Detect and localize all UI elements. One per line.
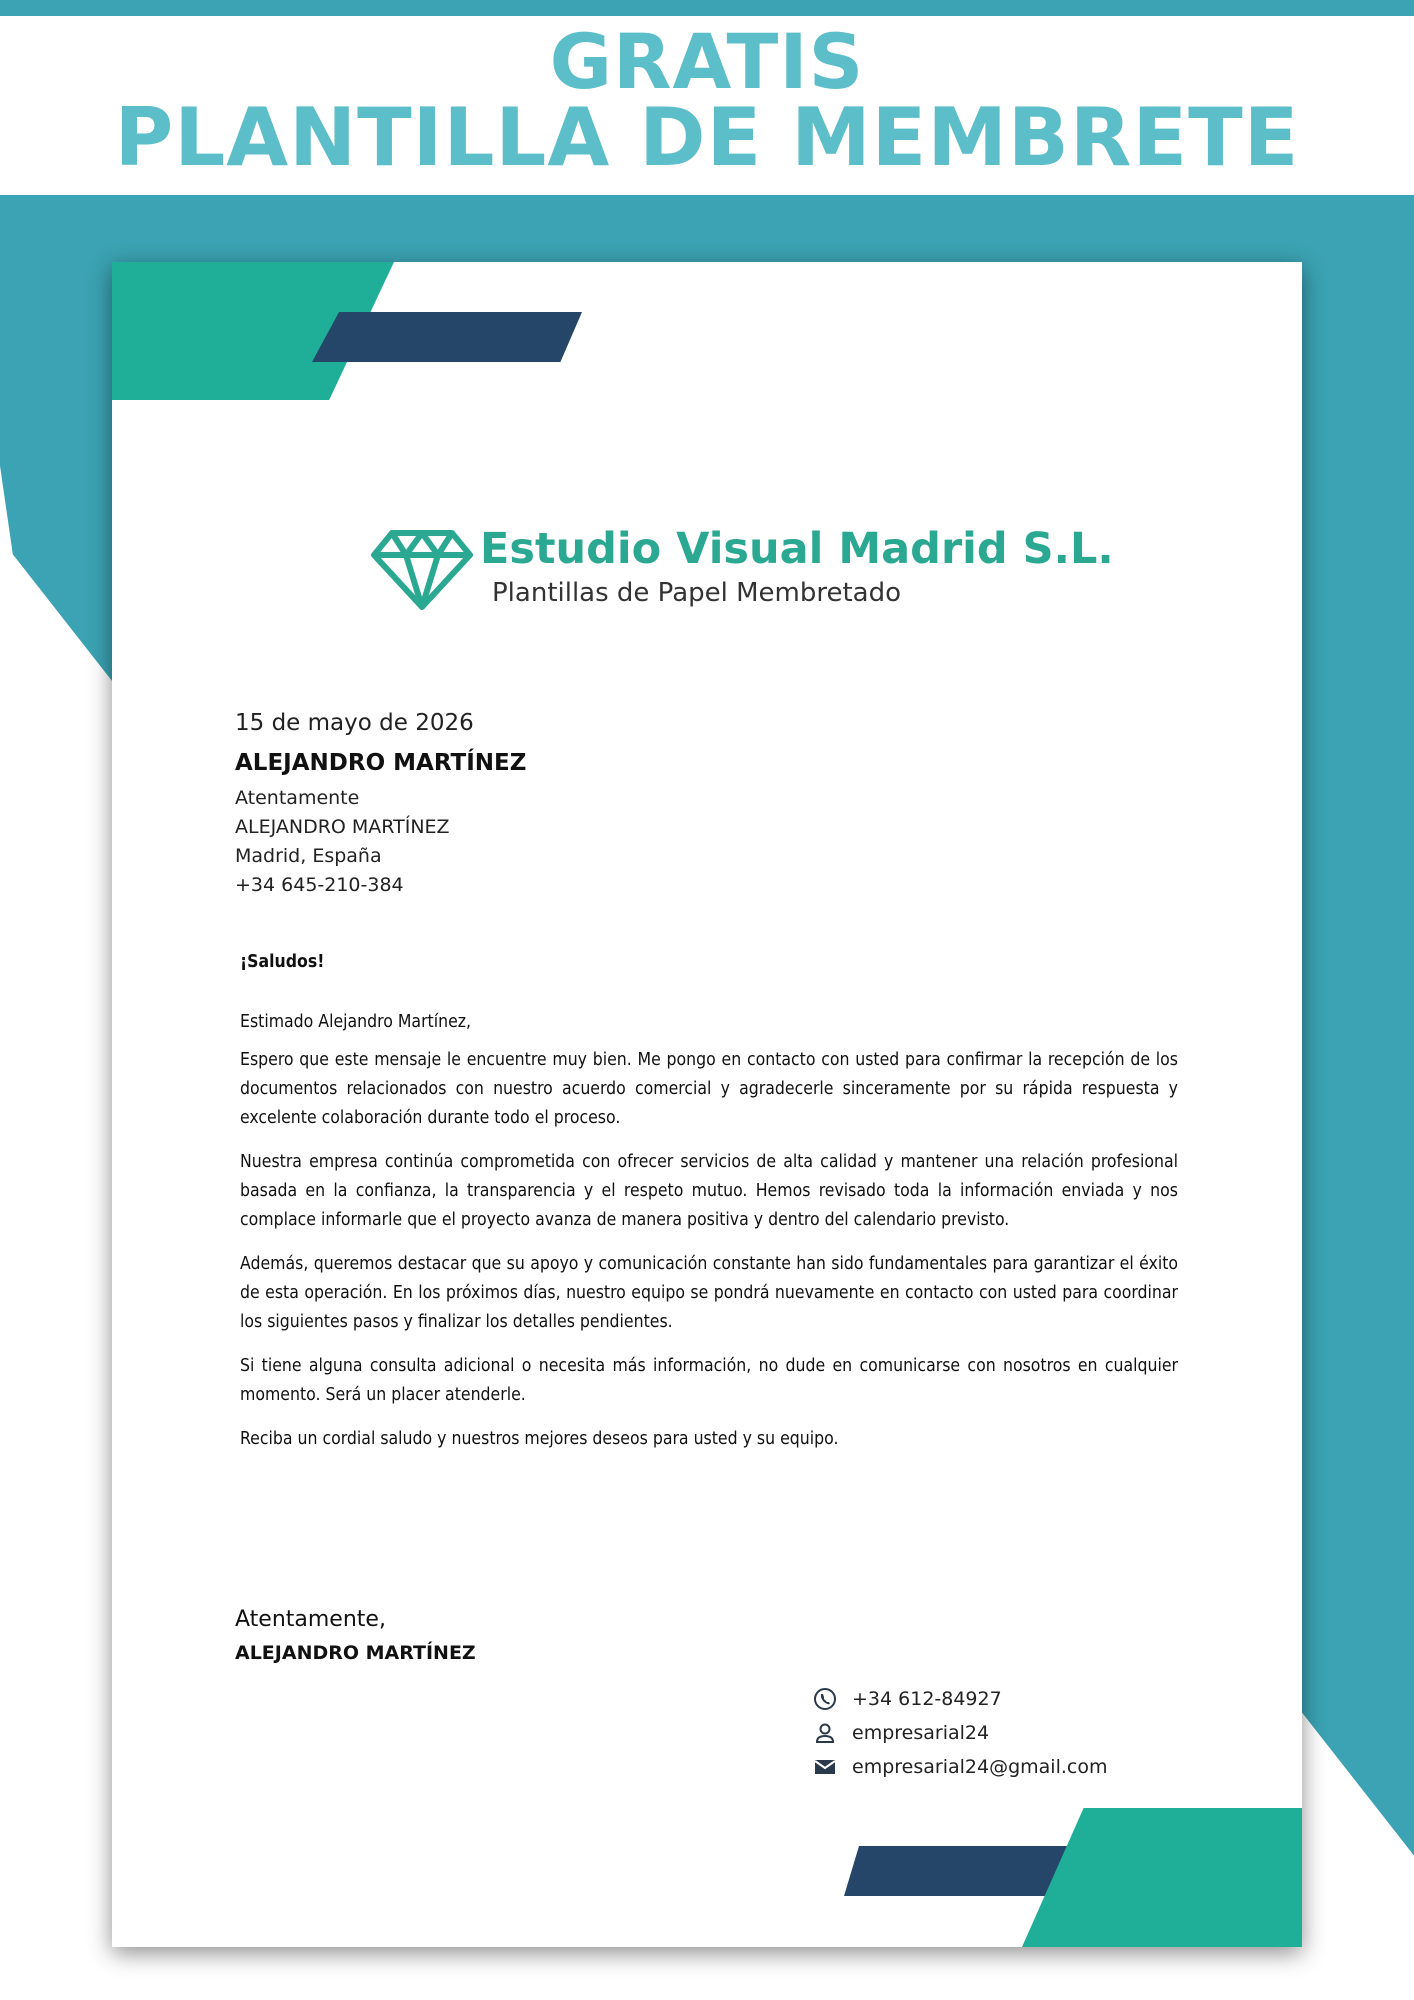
signature-name: ALEJANDRO MARTÍNEZ (235, 1642, 476, 1664)
contact-list (812, 1682, 1107, 1784)
contact-email-text: empresarial24@gmail.com (852, 1756, 1108, 1778)
body-paragraph: Además, queremos destacar que su apoyo y comunicación constante han sido fundamentales para garantizar el éxito de esta operación. En los próximos días, nuestro equipo se pondrá nuevamente en contacto con usted para coordinar los siguientes pasos y finalizar los detalles pendientes. (240, 1254, 1178, 1332)
body-paragraph: Espero que este mensaje le encuentre muy bien. Me pongo en contacto con usted para confirmar la recepción de los documentos relacionados con nuestro acuerdo comercial y agradecerle sinceramente por su rápida respuesta y excelente colaboración durante todo el proceso. (240, 1050, 1178, 1128)
contact-phone (812, 1682, 1107, 1716)
sender-line: ALEJANDRO MARTÍNEZ (235, 816, 450, 838)
top-left-navy-shape (312, 312, 582, 362)
diamond-icon (370, 529, 474, 611)
contact-user (812, 1716, 1107, 1750)
valediction: Atentamente, (235, 1607, 386, 1632)
contact-user-text: empresarial24 (852, 1722, 990, 1744)
top-accent-strip (0, 0, 1414, 16)
letterhead-page (112, 262, 1302, 1947)
letter-date: 15 de mayo de 2026 (235, 710, 474, 736)
contact-phone-text: +34 612-84927 (852, 1688, 1002, 1710)
company-tagline: Plantillas de Papel Membretado (492, 578, 902, 608)
salutation: Estimado Alejandro Martínez, (240, 1012, 472, 1032)
company-name: Estudio Visual Madrid S.L. (480, 524, 1114, 574)
greeting: ¡Saludos! (240, 952, 325, 972)
body-paragraph: Nuestra empresa continúa comprometida con ofrecer servicios de alta calidad y mantener una relación profesional basada en la confianza, la transparencia y el respeto mutuo. Hemos revisado toda la información enviada y nos complace informarle que el proyecto avanza de manera positiva y dentro del calendario previsto. (240, 1152, 1178, 1230)
mail-icon (812, 1754, 838, 1780)
bottom-right-green-shape (1022, 1808, 1302, 1947)
user-icon (812, 1720, 838, 1746)
letter-body (240, 952, 1178, 1469)
sender-name: ALEJANDRO MARTÍNEZ (235, 750, 527, 776)
headline-line-1: GRATIS (549, 17, 865, 106)
sender-block (235, 710, 835, 900)
headline-line-2: PLANTILLA DE MEMBRETE (114, 91, 1300, 184)
promo-headline (0, 17, 1414, 184)
sender-phone: +34 645-210-384 (235, 874, 404, 896)
closing-block (235, 1607, 476, 1664)
company-logo (370, 524, 1114, 624)
sender-line: Madrid, España (235, 845, 382, 867)
contact-email (812, 1750, 1107, 1784)
sender-line: Atentamente (235, 787, 360, 809)
phone-icon (812, 1686, 838, 1712)
body-paragraph: Si tiene alguna consulta adicional o necesita más información, no dude en comunicarse con nosotros en cualquier momento. Será un placer atenderle. (240, 1356, 1178, 1405)
body-paragraph: Reciba un cordial saludo y nuestros mejores deseos para usted y su equipo. (240, 1429, 839, 1449)
